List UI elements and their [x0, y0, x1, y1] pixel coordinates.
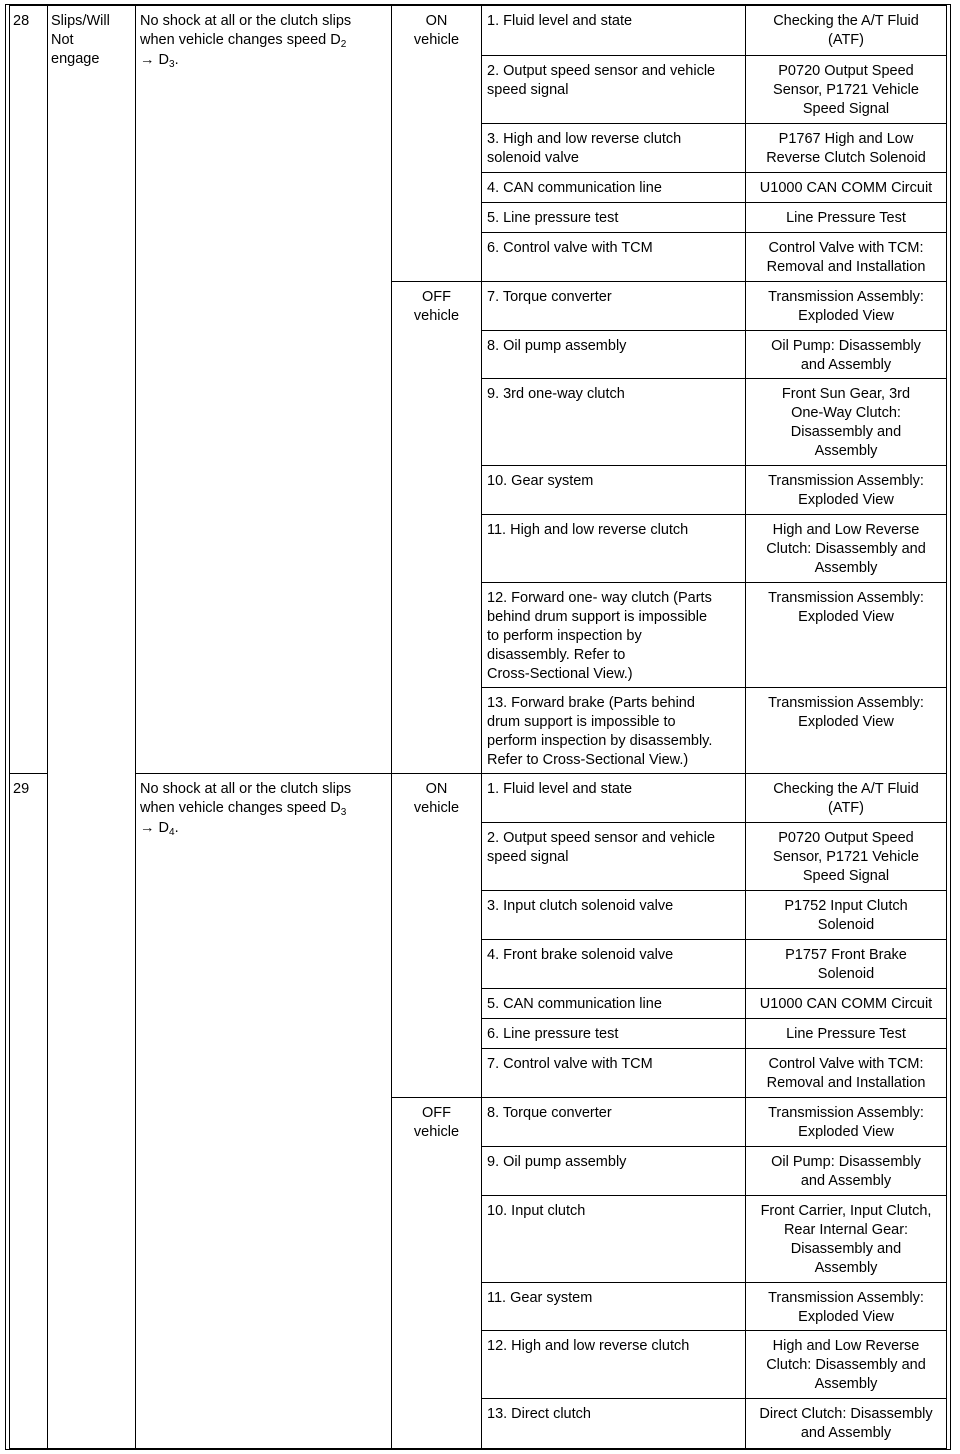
grid-line	[5, 4, 6, 1450]
inspection-item: 7. Control valve with TCM	[487, 1056, 653, 1072]
grid-line	[481, 1146, 947, 1147]
grid-line	[481, 687, 947, 688]
reference-link: Direct Clutch: Disassembly and Assembly	[759, 1406, 933, 1441]
reference-link: P0720 Output Speed Sensor, P1721 Vehicle Speed Signal	[773, 830, 919, 884]
grid-line	[745, 5, 746, 1449]
reference-link: P1757 Front Brake Solenoid	[785, 947, 907, 982]
reference-link: Line Pressure Test	[786, 210, 906, 226]
inspection-item: 1. Fluid level and state	[487, 13, 633, 29]
grid-line	[481, 582, 947, 583]
grid-line	[9, 5, 10, 1449]
row-number: 29	[13, 781, 30, 797]
reference-link: High and Low Reverse Clutch: Disassembly and Assembly	[766, 522, 926, 576]
grid-line	[481, 822, 947, 823]
gear-subscript: 4	[169, 827, 175, 838]
inspection-item: 5. CAN communication line	[487, 996, 662, 1012]
grid-line	[481, 123, 947, 124]
reference-link: Transmission Assembly: Exploded View	[768, 473, 924, 508]
grid-line	[391, 5, 392, 1449]
reference-link: P0720 Output Speed Sensor, P1721 Vehicle Speed Signal	[773, 63, 919, 117]
inspection-item: 5. Line pressure test	[487, 210, 619, 226]
grid-line	[9, 1448, 947, 1449]
grid-line	[481, 1330, 947, 1331]
condition-text	[140, 12, 388, 92]
reference-link: Checking the A/T Fluid (ATF)	[773, 781, 919, 816]
grid-line	[946, 5, 947, 1449]
grid-line	[481, 890, 947, 891]
reference-link: Transmission Assembly: Exploded View	[768, 289, 924, 324]
grid-line	[481, 514, 947, 515]
grid-line	[481, 1282, 947, 1283]
inspection-item: 12. Forward one- way clutch (Parts behind drum support is impossible to perform inspection by disassembly. Refer to Cross-Sectional View.)	[487, 590, 712, 682]
inspection-item: 13. Forward brake (Parts behind drum support is impossible to perform inspection by disassembly. Refer to Cross-Sectional View.)	[487, 695, 713, 768]
grid-line	[5, 1449, 951, 1450]
grid-line	[481, 55, 947, 56]
reference-link: U1000 CAN COMM Circuit	[759, 996, 933, 1012]
inspection-item: 1. Fluid level and state	[487, 781, 633, 797]
inspection-item: 9. 3rd one-way clutch	[487, 386, 625, 402]
reference-link: Oil Pump: Disassembly and Assembly	[771, 338, 921, 373]
inspection-item: 8. Oil pump assembly	[487, 338, 627, 354]
grid-line	[481, 202, 947, 203]
inspection-item: 3. Input clutch solenoid valve	[487, 898, 674, 914]
reference-link: U1000 CAN COMM Circuit	[759, 180, 933, 196]
condition-fragment: .	[174, 820, 179, 836]
inspection-item: 10. Input clutch	[487, 1203, 586, 1219]
reference-link: Transmission Assembly: Exploded View	[768, 695, 924, 730]
symptom-text: Slips/Will Not engage	[51, 13, 110, 67]
reference-link: P1767 High and Low Reverse Clutch Solenoid	[766, 131, 926, 166]
condition-text	[140, 780, 388, 860]
reference-link: P1752 Input Clutch Solenoid	[784, 898, 908, 933]
gear-subscript: 3	[340, 807, 347, 818]
inspection-item: 3. High and low reverse clutch solenoid valve	[487, 131, 682, 166]
grid-line	[481, 378, 947, 379]
inspection-item: 6. Line pressure test	[487, 1026, 619, 1042]
condition-fragment: → D	[140, 52, 169, 68]
reference-link: Control Valve with TCM: Removal and Installation	[766, 240, 926, 275]
grid-line	[481, 172, 947, 173]
grid-line	[481, 939, 947, 940]
inspection-item: 4. Front brake solenoid valve	[487, 947, 674, 963]
grid-line	[481, 1018, 947, 1019]
grid-line	[481, 988, 947, 989]
inspection-item: 6. Control valve with TCM	[487, 240, 653, 256]
grid-line	[47, 5, 48, 1449]
grid-line	[9, 773, 48, 774]
grid-line	[481, 330, 947, 331]
condition-fragment: No shock at all or the clutch slips when vehicle changes speed D	[140, 781, 352, 816]
inspection-item: 2. Output speed sensor and vehicle speed signal	[487, 63, 716, 98]
inspection-item: 10. Gear system	[487, 473, 594, 489]
reference-link: Transmission Assembly: Exploded View	[768, 1105, 924, 1140]
reference-link: Transmission Assembly: Exploded View	[768, 1290, 924, 1325]
on-vehicle-label: ON vehicle	[413, 781, 460, 816]
condition-fragment: → D	[140, 820, 169, 836]
inspection-item: 2. Output speed sensor and vehicle speed signal	[487, 830, 716, 865]
off-vehicle-label: OFF vehicle	[413, 289, 460, 324]
reference-link: Control Valve with TCM: Removal and Installation	[766, 1056, 926, 1091]
grid-line	[9, 5, 947, 6]
grid-line	[950, 4, 951, 1450]
grid-line	[135, 5, 136, 1449]
grid-line	[481, 465, 947, 466]
reference-link: Line Pressure Test	[786, 1026, 906, 1042]
row-number: 28	[13, 13, 30, 29]
condition-fragment: .	[174, 52, 179, 68]
inspection-item: 9. Oil pump assembly	[487, 1154, 627, 1170]
inspection-item: 8. Torque converter	[487, 1105, 612, 1121]
gear-subscript: 3	[169, 59, 175, 70]
inspection-item: 11. Gear system	[487, 1290, 593, 1306]
grid-line	[135, 773, 947, 774]
inspection-item: 11. High and low reverse clutch	[487, 522, 689, 538]
grid-line	[481, 1398, 947, 1399]
condition-fragment: No shock at all or the clutch slips when vehicle changes speed D	[140, 13, 352, 48]
reference-link: High and Low Reverse Clutch: Disassembly and Assembly	[766, 1338, 926, 1392]
grid-line	[391, 281, 947, 282]
grid-line	[391, 1097, 947, 1098]
grid-line	[481, 5, 482, 1449]
off-vehicle-label: OFF vehicle	[413, 1105, 460, 1140]
reference-link: Front Carrier, Input Clutch, Rear Internal Gear: Disassembly and Assembly	[760, 1203, 932, 1276]
reference-link: Oil Pump: Disassembly and Assembly	[771, 1154, 921, 1189]
on-vehicle-label: ON vehicle	[413, 13, 460, 48]
reference-link: Checking the A/T Fluid (ATF)	[773, 13, 919, 48]
reference-link: Transmission Assembly: Exploded View	[768, 590, 924, 625]
inspection-item: 12. High and low reverse clutch	[487, 1338, 690, 1354]
grid-line	[481, 1195, 947, 1196]
inspection-item: 7. Torque converter	[487, 289, 612, 305]
gear-subscript: 2	[340, 39, 347, 50]
inspection-item: 13. Direct clutch	[487, 1406, 591, 1422]
inspection-item: 4. CAN communication line	[487, 180, 662, 196]
reference-link: Front Sun Gear, 3rd One-Way Clutch: Disassembly and Assembly	[781, 386, 911, 459]
grid-line	[481, 1048, 947, 1049]
grid-line	[481, 232, 947, 233]
